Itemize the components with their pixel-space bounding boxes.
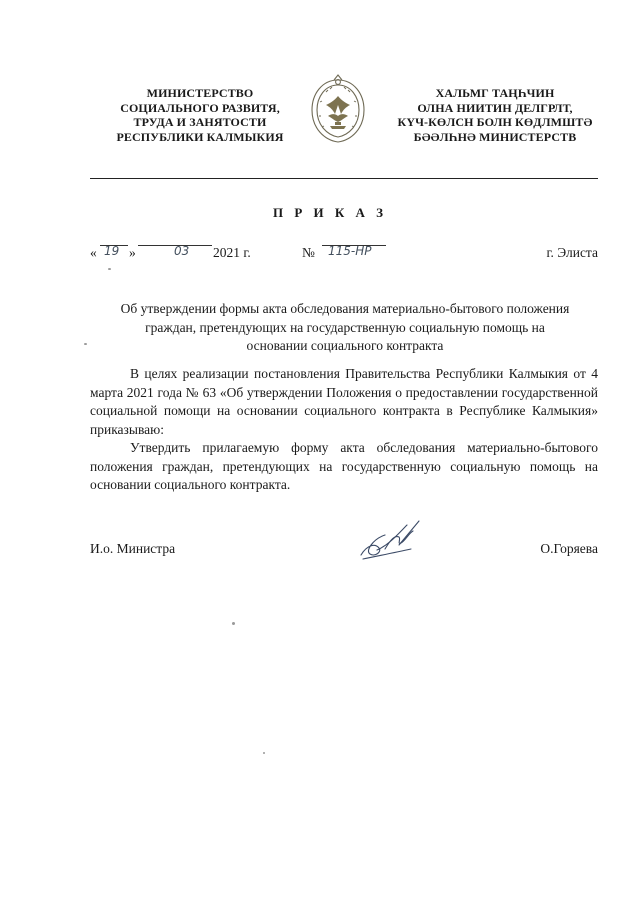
- subject-line: Об утверждении формы акта обследования материально-бытового положения: [120, 301, 570, 316]
- date-day: 19: [104, 244, 120, 258]
- signatory-name: О.Горяева: [540, 541, 598, 556]
- subject-line: основании социального контракта: [246, 338, 444, 353]
- date-year: 2021 г.: [213, 245, 251, 260]
- handwritten-signature: [355, 515, 430, 565]
- scan-speck: [84, 343, 87, 345]
- ministry-name-kalmyk: [380, 86, 610, 144]
- order-subject: [80, 300, 610, 356]
- order-number-sign: №: [302, 245, 315, 260]
- header-divider: [90, 178, 598, 179]
- org-line: ТРУДА И ЗАНЯТОСТИ: [133, 115, 267, 129]
- order-meta-row: [90, 245, 598, 265]
- scan-speck: [263, 752, 265, 754]
- org-line: КҮЧ-КӨЛСН БОЛН КӨДЛМШТӘ: [397, 115, 593, 129]
- org-line: ХАЛЬМГ ТАҢҺЧИН: [435, 86, 555, 100]
- order-body: [90, 365, 598, 495]
- date-quote-open: «: [90, 245, 97, 260]
- org-line: СОЦИАЛЬНОГО РАЗВИТЯ,: [120, 100, 280, 115]
- order-number: 115-НР: [328, 244, 372, 258]
- city: г. Элиста: [546, 245, 598, 260]
- document-type-title: П Р И К А З: [272, 205, 388, 220]
- org-line: ОЛНА НИИТИН ДЕЛГРЛТ,: [417, 100, 573, 115]
- coat-of-arms-icon: [306, 74, 370, 146]
- scan-speck: [232, 622, 235, 625]
- org-line: МИНИСТЕРСТВО: [146, 86, 254, 100]
- org-line: БӘӘЛҺНӘ МИНИСТЕРСТВ: [413, 129, 577, 144]
- signatory-title: И.о. Министра: [90, 541, 176, 556]
- date-quote-close: »: [129, 245, 136, 260]
- ministry-name-russian: [100, 86, 300, 144]
- org-line: РЕСПУБЛИКИ КАЛМЫКИЯ: [116, 129, 284, 144]
- subject-line: граждан, претендующих на государственную социальную помощь на: [145, 319, 545, 335]
- scan-speck: [108, 268, 111, 270]
- date-month: 03: [174, 244, 190, 258]
- body-paragraph-preamble: В целях реализации постановления Правительства Республики Калмыкия от 4 марта 2021 года № 63 «Об утверждении Положения о предоставлении государственной социальной помощи на основании социального контракта в Республике Калмыкия» приказываю:: [90, 366, 598, 437]
- body-paragraph-resolution: Утвердить прилагаемую форму акта обследования материально-бытового положения граждан, претендующих на государственную социальную помощь на основании социального контракта.: [90, 440, 598, 492]
